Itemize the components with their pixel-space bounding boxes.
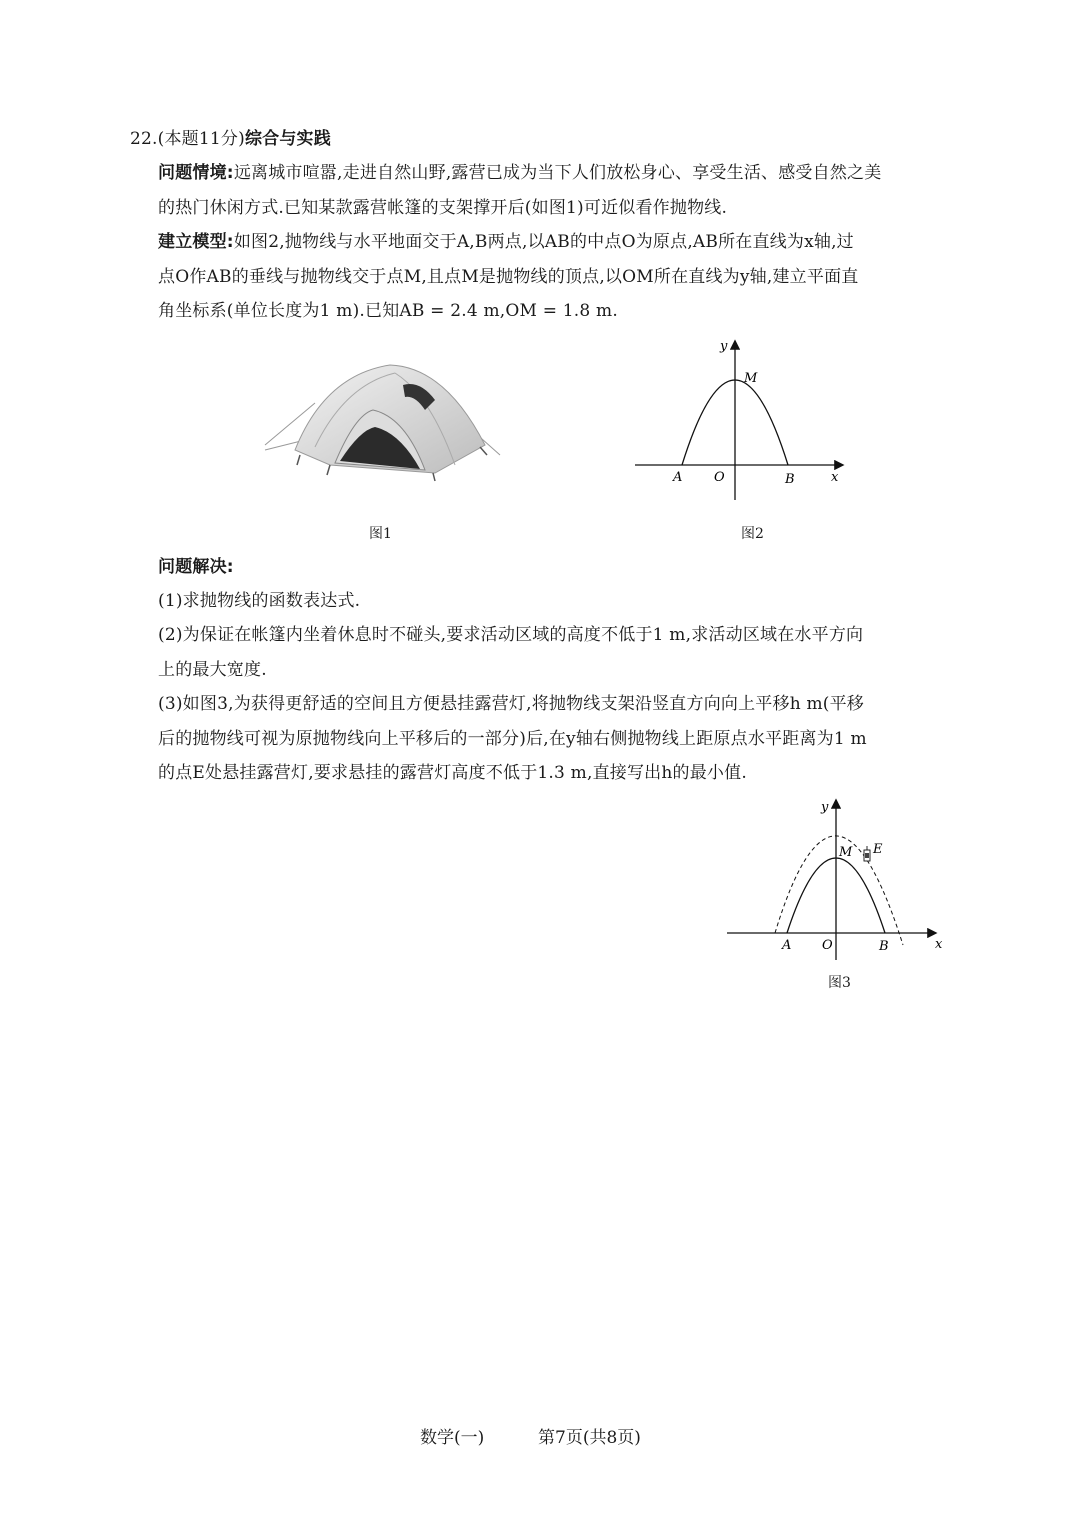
figure-1-tent bbox=[255, 355, 515, 485]
figure-3-caption: 图3 bbox=[828, 975, 851, 991]
model-line-1 bbox=[158, 231, 854, 253]
question-score: (本题11分) bbox=[157, 129, 245, 149]
figure-1-caption: 图1 bbox=[369, 526, 392, 542]
fig3-label-O: O bbox=[822, 938, 833, 953]
fig2-label-M: M bbox=[744, 371, 758, 386]
fig2-label-A: A bbox=[673, 470, 683, 485]
situation-label: 问题情境: bbox=[158, 163, 234, 183]
fig2-label-B: B bbox=[785, 472, 795, 487]
footer-page: 第7页(共8页) bbox=[538, 1428, 641, 1448]
situation-line-2: 的热门休闲方式.已知某款露营帐篷的支架撑开后(如图1)可近似看作抛物线. bbox=[158, 198, 728, 218]
footer-subject: 数学(一) bbox=[420, 1428, 485, 1448]
fig3-label-x: x bbox=[935, 937, 943, 952]
fig3-label-A: A bbox=[782, 938, 792, 953]
figure-2-parabola bbox=[630, 330, 860, 500]
solve-q3-line1: (3)如图3,为获得更舒适的空间且方便悬挂露营灯,将抛物线支架沿竖直方向向上平移h m(平移 bbox=[158, 694, 865, 714]
fig3-label-M: M bbox=[839, 845, 853, 860]
model-label: 建立模型: bbox=[158, 232, 234, 252]
solve-q2-line1: (2)为保证在帐篷内坐着休息时不碰头,要求活动区域的高度不低于1 m,求活动区域在水平方向 bbox=[158, 625, 864, 645]
fig2-label-O: O bbox=[714, 470, 725, 485]
solve-label: 问题解决: bbox=[158, 557, 234, 577]
model-line-2: 点O作AB的垂线与抛物线交于点M,且点M是抛物线的顶点,以OM所在直线为y轴,建立平面直 bbox=[158, 267, 859, 287]
fig2-label-y: y bbox=[720, 339, 728, 354]
solve-q2-line2: 上的最大宽度. bbox=[158, 660, 267, 680]
situation-line-1 bbox=[158, 162, 881, 184]
solve-q1: (1)求抛物线的函数表达式. bbox=[158, 591, 361, 611]
fig2-label-x: x bbox=[831, 470, 839, 485]
question-title: 综合与实践 bbox=[244, 129, 331, 149]
figure-2-caption: 图2 bbox=[741, 526, 764, 542]
question-header bbox=[130, 128, 331, 150]
solve-q3-line3: 的点E处悬挂露营灯,要求悬挂的露营灯高度不低于1.3 m,直接写出h的最小值. bbox=[158, 763, 747, 783]
model-text-1: 如图2,抛物线与水平地面交于A,B两点,以AB的中点O为原点,AB所在直线为x轴,过 bbox=[233, 232, 854, 252]
solve-q3-line2: 后的抛物线可视为原抛物线向上平移后的一部分)后,在y轴右侧抛物线上距原点水平距离为1 m bbox=[158, 729, 867, 749]
fig3-label-y: y bbox=[821, 800, 829, 815]
fig3-label-E: E bbox=[873, 842, 883, 857]
situation-text-1: 远离城市喧嚣,走进自然山野,露营已成为当下人们放松身心、享受生活、感受自然之美 bbox=[233, 163, 882, 183]
figure-3-shifted-parabola bbox=[725, 795, 955, 960]
fig3-label-B: B bbox=[879, 939, 889, 954]
lantern-icon bbox=[864, 846, 870, 861]
model-line-3: 角坐标系(单位长度为1 m).已知AB = 2.4 m,OM = 1.8 m. bbox=[158, 301, 618, 321]
question-number: 22. bbox=[130, 129, 158, 149]
